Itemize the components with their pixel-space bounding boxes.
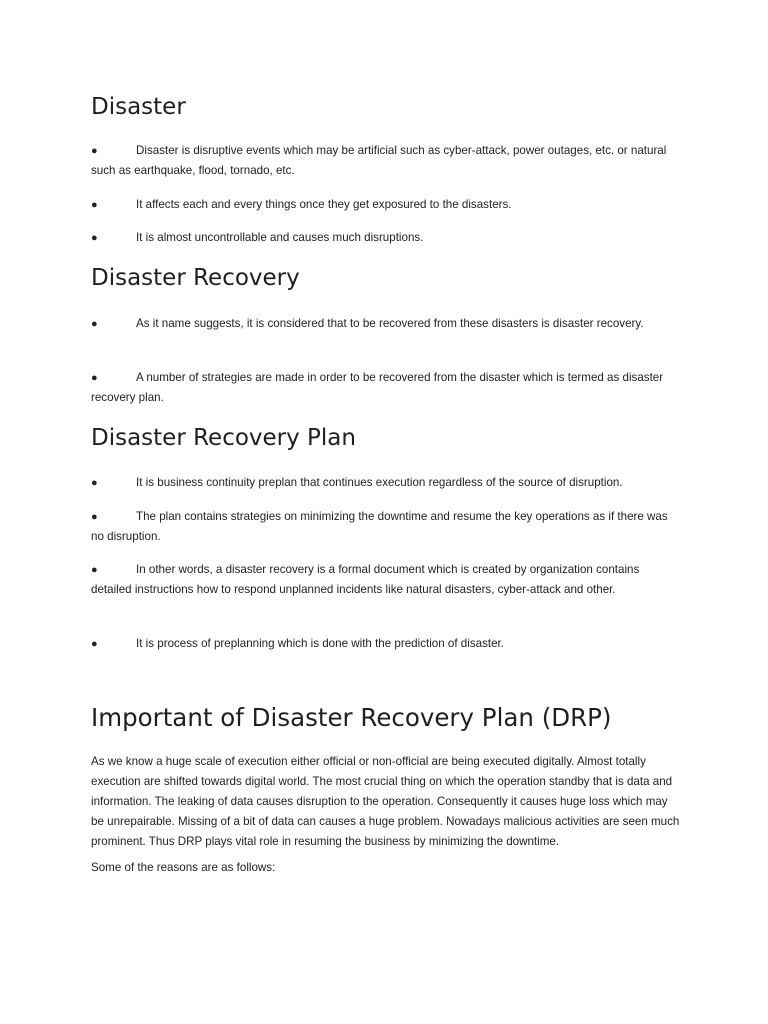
bullet-dot-icon: ● (91, 564, 98, 576)
bullet-text: Disaster is disruptive events which may be artificial such as cyber-attack, power outages, etc. or natural such as earthquake, flood, tornado, etc. (91, 144, 667, 177)
bullet-text: A number of strategies are made in order to be recovered from the disaster which is termed as disaster recovery plan. (91, 371, 664, 404)
bullet-item (91, 195, 681, 215)
bullet-dot-icon: ● (91, 232, 98, 244)
bullet-text: It is almost uncontrollable and causes much disruptions. (136, 231, 424, 244)
bullet-text: It is process of preplanning which is done with the prediction of disaster. (136, 637, 504, 650)
bullet-item (91, 560, 681, 600)
bullet-dot-icon: ● (91, 638, 98, 650)
bullet-text: It is business continuity preplan that continues execution regardless of the source of disruption. (136, 476, 623, 489)
drp-paragraph: As we know a huge scale of execution either official or non-official are being executed digitally. Almost totally execution are shifted towards digital world. The most crucial thing on which the operation standby that is data and information. The leaking of data causes disruption to the operation. Consequently it causes huge loss which may be unrepairable. Missing of a bit of data can causes a huge problem. Nowadays malicious activities are seen much prominent. Thus DRP plays vital role in resuming the business by minimizing the downtime. (91, 755, 680, 848)
bullet-dot-icon: ● (91, 145, 98, 157)
bullet-dot-icon: ● (91, 372, 98, 384)
bullet-dot-icon: ● (91, 199, 98, 211)
bullet-item (91, 634, 681, 654)
bullet-text: It affects each and every things once they get exposured to the disasters. (136, 198, 512, 211)
heading-importance-of-drp: Important of Disaster Recovery Plan (DRP) (91, 703, 612, 732)
bullet-item (91, 507, 681, 547)
heading-disaster: Disaster (91, 94, 186, 120)
bullet-item (91, 473, 681, 493)
bullet-item (91, 141, 681, 181)
heading-disaster-recovery-plan: Disaster Recovery Plan (91, 425, 356, 451)
bullet-dot-icon: ● (91, 318, 98, 330)
bullet-text: As it name suggests, it is considered that to be recovered from these disasters is disaster recovery. (136, 317, 644, 330)
bullet-dot-icon: ● (91, 477, 98, 489)
bullet-dot-icon: ● (91, 511, 98, 523)
bullet-text: The plan contains strategies on minimizing the downtime and resume the key operations as if there was no disruption. (91, 510, 668, 543)
reasons-lead-in: Some of the reasons are as follows: (91, 861, 276, 874)
bullet-item (91, 228, 681, 248)
bullet-item (91, 368, 681, 408)
bullet-item (91, 314, 681, 334)
bullet-text: In other words, a disaster recovery is a formal document which is created by organization contains detailed instructions how to respond unplanned incidents like natural disasters, cyber-attack and other. (91, 563, 640, 596)
heading-disaster-recovery: Disaster Recovery (91, 265, 300, 291)
